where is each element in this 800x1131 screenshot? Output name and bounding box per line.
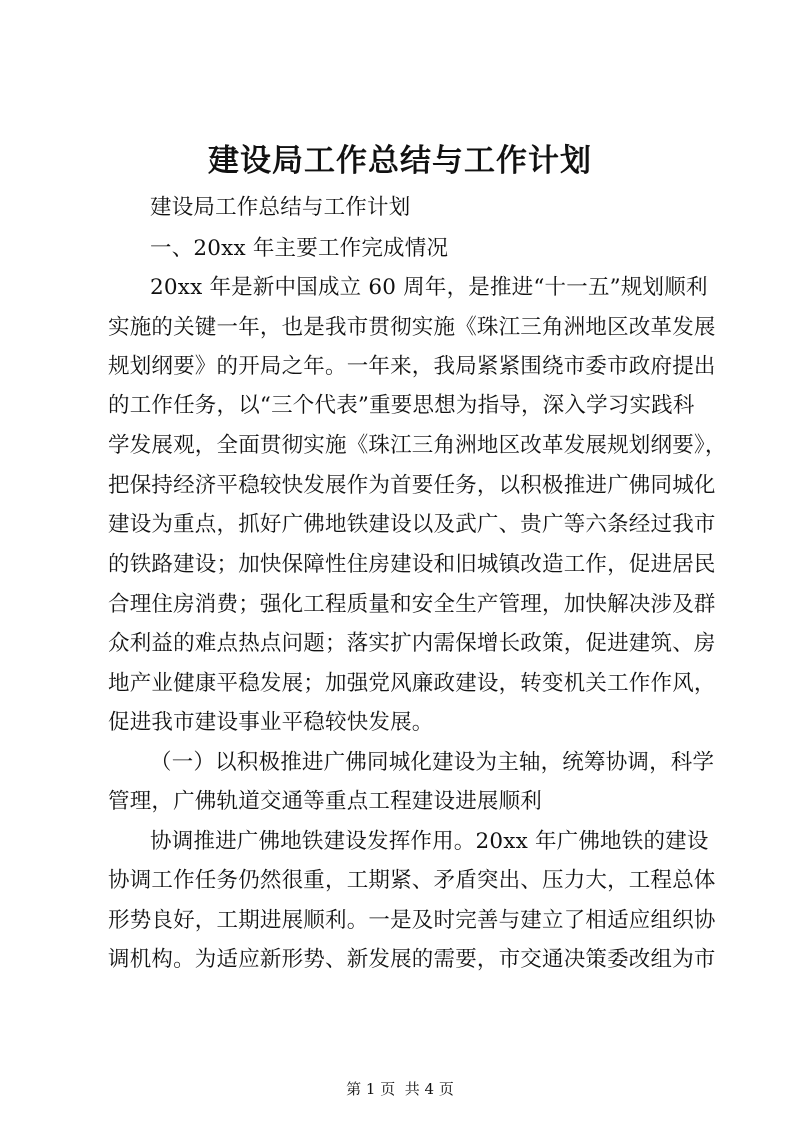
paragraph-line: 规划纲要》的开局之年。一年来，我局紧紧围绕市委市政府提出	[108, 354, 716, 379]
document-subtitle: 建设局工作总结与工作计划	[150, 195, 411, 220]
paragraph-line: 建设为重点，抓好广佛地铁建设以及武广、贵广等六条经过我市	[108, 512, 716, 537]
paragraph-line: 众利益的难点热点问题；落实扩内需保增长政策，促进建筑、房	[108, 631, 716, 656]
paragraph-line: 形势良好，工期进展顺利。一是及时完善与建立了相适应组织协	[108, 908, 716, 933]
paragraph-line: 学发展观，全面贯彻实施《珠江三角洲地区改革发展规划纲要》，	[108, 433, 727, 458]
paragraph-line: 的工作任务，以“三个代表”重要思想为指导，深入学习实践科	[108, 393, 695, 418]
paragraph-line: 合理住房消费；强化工程质量和安全生产管理，加快解决涉及群	[108, 592, 716, 617]
paragraph-line: 20xx 年是新中国成立 60 周年，是推进“十一五”规划顺利	[150, 275, 708, 300]
paragraph-line: 调机构。为适应新形势、新发展的需要，市交通决策委改组为市	[108, 947, 716, 972]
page-number-footer: 第 1 页 共 4 页	[346, 1080, 454, 1098]
document-title: 建设局工作总结与工作计划	[208, 143, 592, 179]
subsection-heading-line: （一）以积极推进广佛同城化建设为主轴，统筹协调，科学	[150, 750, 715, 775]
paragraph-line: 促进我市建设事业平稳较快发展。	[108, 710, 434, 735]
paragraph-line: 地产业健康平稳发展；加强党风廉政建设，转变机关工作作风，	[108, 671, 716, 696]
paragraph-line: 协调工作任务仍然很重，工期紧、矛盾突出、压力大，工程总体	[108, 868, 716, 893]
paragraph-line: 把保持经济平稳较快发展作为首要任务，以积极推进广佛同城化	[108, 473, 716, 498]
paragraph-line: 实施的关键一年，也是我市贯彻实施《珠江三角洲地区改革发展	[108, 315, 716, 340]
subsection-heading-line: 管理，广佛轨道交通等重点工程建设进展顺利	[108, 789, 543, 814]
section-heading: 一、20xx 年主要工作完成情况	[150, 236, 449, 261]
paragraph-line: 的铁路建设；加快保障性住房建设和旧城镇改造工作，促进居民	[108, 552, 716, 577]
paragraph-line: 协调推进广佛地铁建设发挥作用。20xx 年广佛地铁的建设	[150, 829, 709, 854]
